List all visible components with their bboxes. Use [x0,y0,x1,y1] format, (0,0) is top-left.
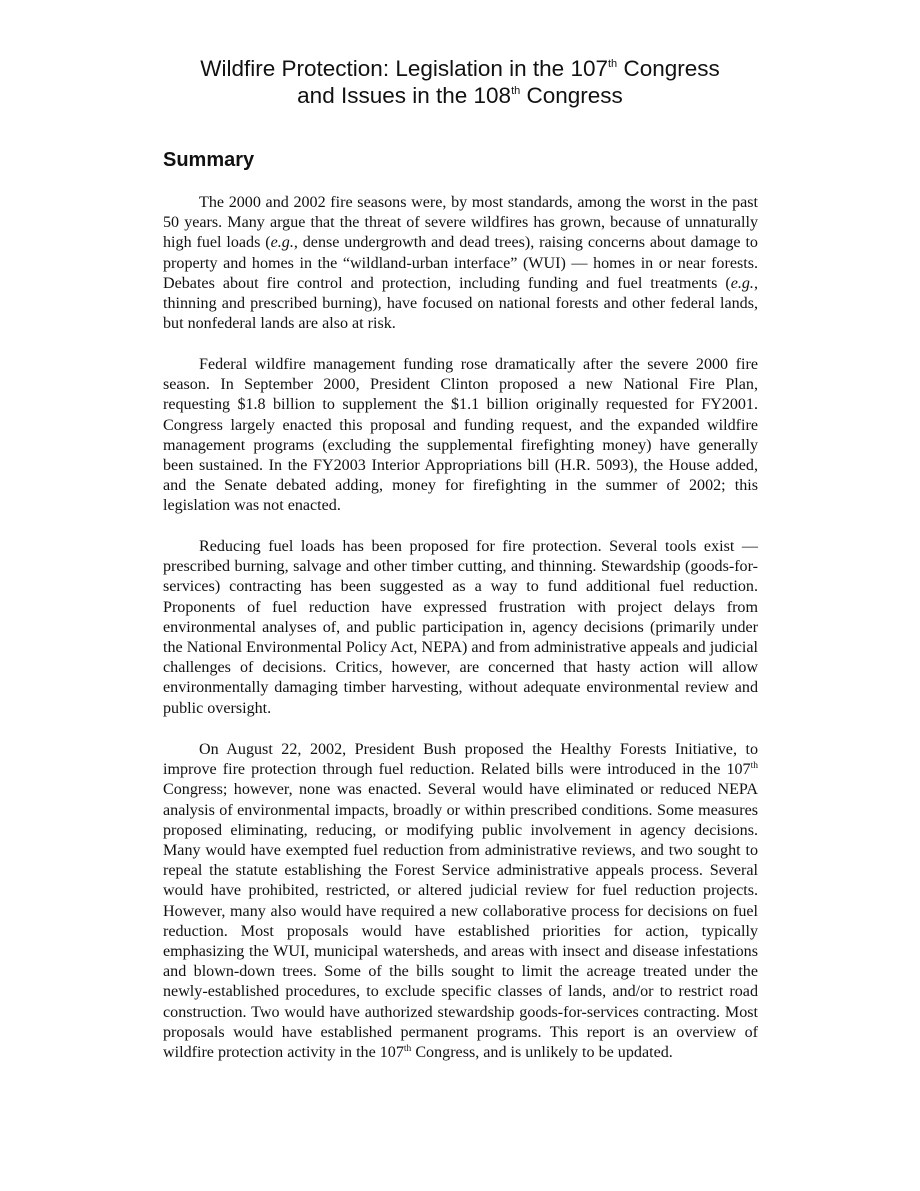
paragraph-fuel-reduction: Reducing fuel loads has been proposed for fire protection. Several tools exist — prescribed burning, salvage and other timber cutting, and thinning. Stewardship (goods-for-services) contracting has been suggested as a way to fund additional fuel reduction. Proponents of fuel reduction have expressed frustration with project delays from environmental analyses of, and public participation in, agency decisions (primarily under the National Environmental Policy Act, NEPA) and from administrative appeals and judicial challenges of decisions. Critics, however, are concerned that hasty action will allow environmentally damaging timber harvesting, without adequate environmental review and public oversight. [163,538,758,717]
title-line-2-text: and Issues in the 108 [297,83,512,108]
p1-italic-eg-2: e.g. [730,274,754,292]
paragraph-funding: Federal wildfire management funding rose dramatically after the severe 2000 fire season. In September 2000, President Clinton proposed a new National Fire Plan, requesting $1.8 billion to supplement the $1.1 billion originally requested for FY2001. Congress largely enacted this proposal and funding request, and the expanded wildfire management programs (excluding the supplemental firefighting money) have generally been sustained. In the FY2003 Interior Appropriations bill (H.R. 5093), the House added, and the Senate debated adding, money for firefighting in the summer of 2002; this legislation was not enacted. [163,356,758,515]
p1-text-a: The 2000 and 2002 fire seasons were, by most standards, among the worst in the past 50 years. Many argue that the threat of severe wildfires has grown, because of unnaturally high fuel loads ( [163,194,758,252]
summary-heading: Summary [163,149,255,171]
title-line-2 [297,83,623,108]
title-line-2-suffix: Congress [520,83,623,108]
title-line-1 [200,56,719,81]
p4-superscript-2: th [403,1044,412,1055]
p1-text-c: , thinning and prescribed burning), have focused on national forests and other federal lands, but nonfederal lands are also at risk. [163,274,758,333]
p4-text-a: On August 22, 2002, President Bush proposed the Healthy Forests Initiative, to improve fire protection through fuel reduction. Related bills were introduced in the 107 [163,741,758,779]
p4-text-c: Congress, and is unlikely to be updated. [411,1044,673,1062]
document-title [160,55,760,109]
p1-text-b: , dense undergrowth and dead trees), raising concerns about damage to property and homes in the “wildland-urban interface” (WUI) — homes in or near forests. Debates about fire control and protection, including funding and fuel treatments ( [163,234,758,292]
title-line-1-text: Wildfire Protection: Legislation in the 107 [200,56,608,81]
title-line-1-superscript: th [608,58,618,70]
title-line-2-superscript: th [511,85,521,97]
paragraph-fire-seasons [163,193,758,334]
paragraph-healthy-forests [163,740,758,1063]
p4-superscript-1: th [750,761,758,772]
p4-text-b: Congress; however, none was enacted. Several would have eliminated or reduced NEPA analysis of environmental impacts, broadly or within prescribed conditions. Some measures proposed eliminating, reducing, or modifying public involvement in agency decisions. Many would have exempted fuel reduction from administrative reviews, and two sought to repeal the statute establishing the Forest Service administrative appeals process. Several would have prohibited, restricted, or altered judicial review for fuel reduction projects. However, many also would have required a new collaborative process for decisions on fuel reduction. Most proposals would have established priorities for action, typically emphasizing the WUI, municipal watersheds, and areas with insect and disease infestations and blown-down trees. Some of the bills sought to limit the acreage treated under the newly-established procedures, to exclude specific classes of lands, and/or to restrict road construction. Two would have authorized stewardship goods-for-services contracting. Most proposals would have established permanent programs. This report is an overview of wildfire protection activity in the 107 [163,781,758,1062]
title-line-1-suffix: Congress [617,56,720,81]
p1-italic-eg-1: e.g. [270,234,294,252]
